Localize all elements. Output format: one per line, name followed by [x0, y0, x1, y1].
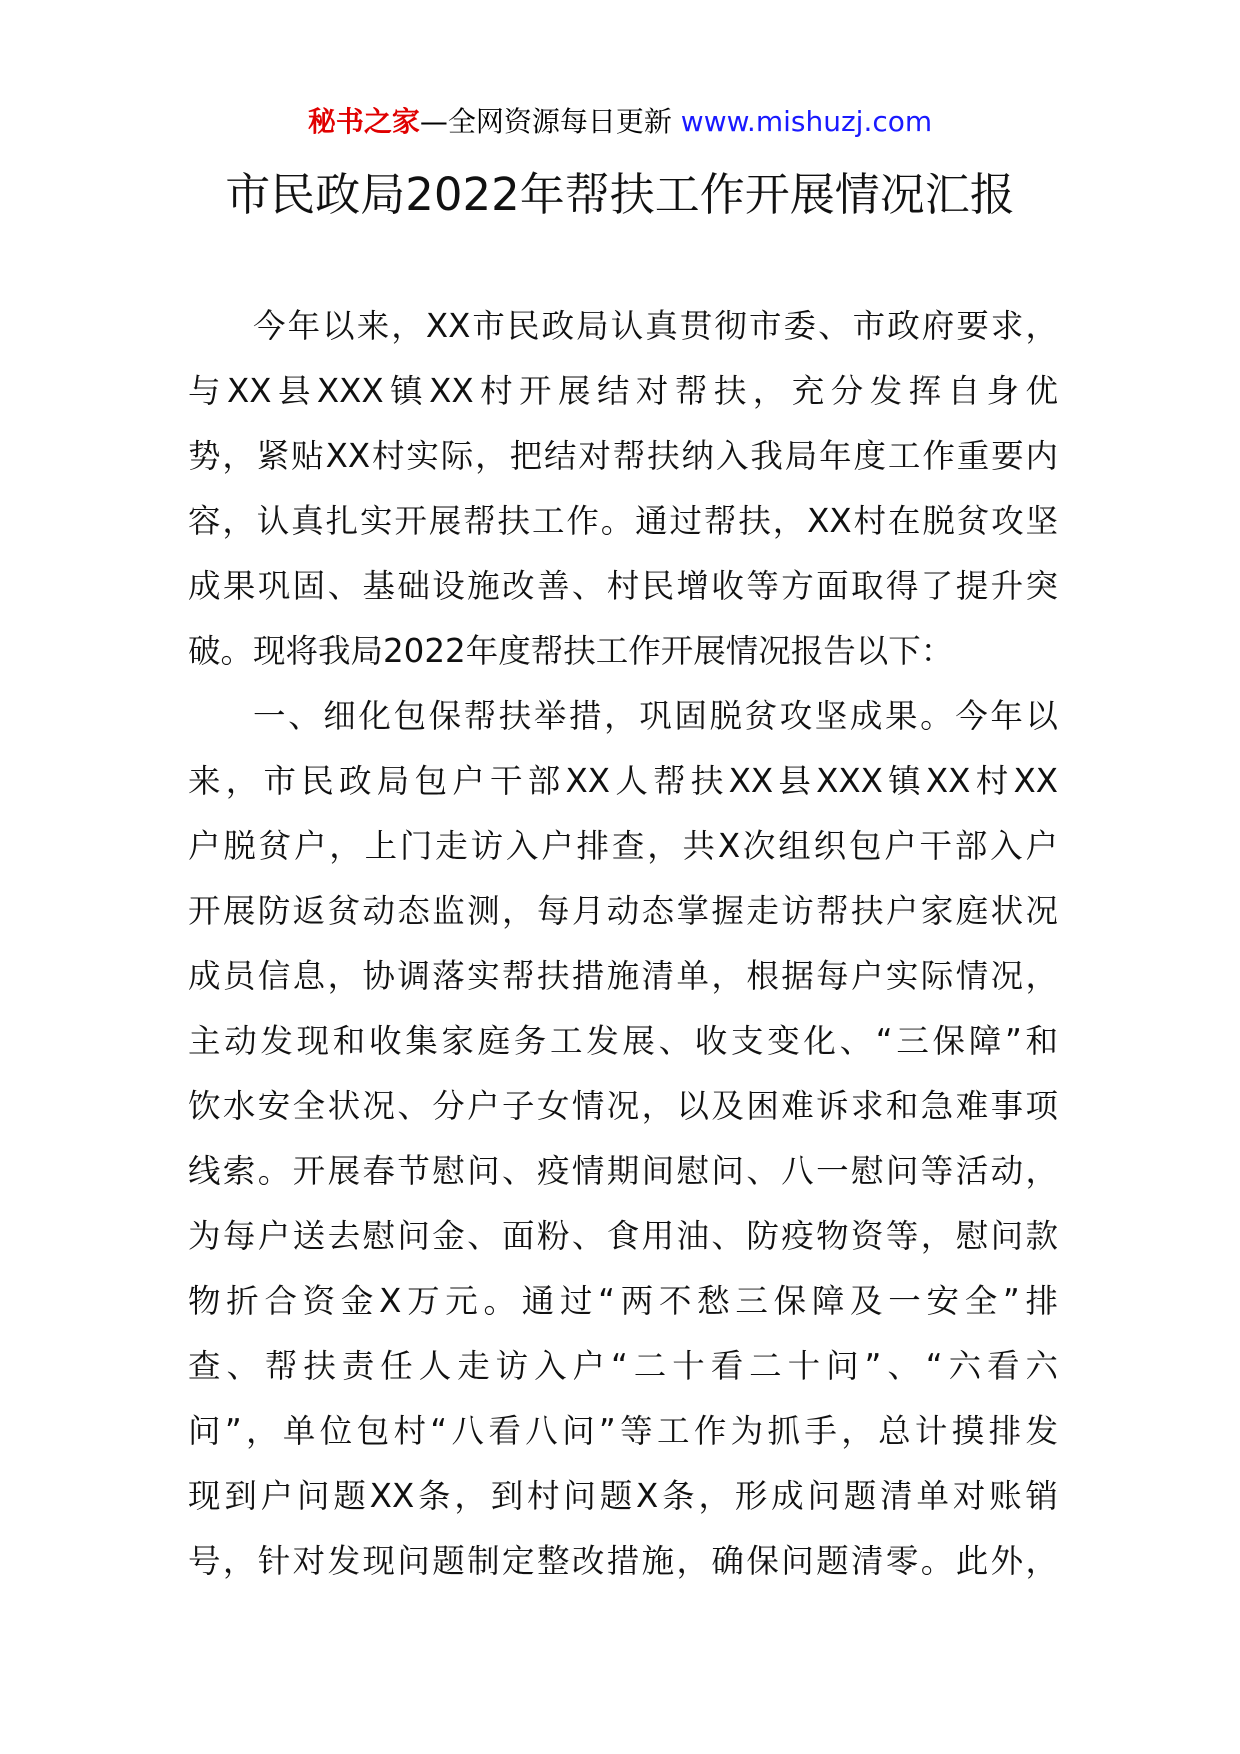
section-heading-line: 一、细化包保帮扶举措，巩固脱贫攻坚成果。今年以 — [253, 697, 1058, 735]
document-body — [188, 294, 1058, 1594]
body-line: 来，市民政局包户干部XX人帮扶XX县XXX镇XX村XX — [188, 762, 1058, 800]
banner-tagline: —全网资源每日更新 — [419, 105, 672, 138]
body-line: 为每户送去慰问金、面粉、食用油、防疫物资等，慰问款 — [188, 1217, 1058, 1255]
banner-url-link[interactable]: www.mishuzj.com — [680, 105, 933, 138]
body-line: 容，认真扎实开展帮扶工作。通过帮扶，XX村在脱贫攻坚 — [188, 502, 1058, 540]
body-line: 成员信息，协调落实帮扶措施清单，根据每户实际情况， — [188, 957, 1058, 995]
body-line: 主动发现和收集家庭务工发展、收支变化、“三保障”和 — [188, 1022, 1058, 1060]
document-title: 市民政局2022年帮扶工作开展情况汇报 — [225, 168, 1015, 221]
banner-brand: 秘书之家 — [307, 105, 420, 138]
body-line: 今年以来，XX市民政局认真贯彻市委、市政府要求， — [253, 307, 1058, 345]
site-banner — [0, 102, 1240, 142]
body-line: 与XX县XXX镇XX村开展结对帮扶，充分发挥自身优 — [188, 372, 1058, 410]
body-line: 查、帮扶责任人走访入户“二十看二十问”、“六看六 — [188, 1347, 1058, 1385]
body-line: 线索。开展春节慰问、疫情期间慰问、八一慰问等活动， — [188, 1152, 1058, 1190]
body-line: 成果巩固、基础设施改善、村民增收等方面取得了提升突 — [188, 567, 1058, 605]
body-line: 现到户问题XX条，到村问题X条，形成问题清单对账销 — [188, 1477, 1058, 1515]
body-line: 号，针对发现问题制定整改措施，确保问题清零。此外， — [188, 1542, 1058, 1580]
body-line: 饮水安全状况、分户子女情况，以及困难诉求和急难事项 — [188, 1087, 1058, 1125]
body-line: 问”，单位包村“八看八问”等工作为抓手，总计摸排发 — [188, 1412, 1058, 1450]
body-line: 破。现将我局2022年度帮扶工作开展情况报告以下： — [188, 632, 954, 670]
body-line: 势，紧贴XX村实际，把结对帮扶纳入我局年度工作重要内 — [188, 437, 1058, 475]
body-line: 开展防返贫动态监测，每月动态掌握走访帮扶户家庭状况 — [188, 892, 1058, 930]
body-line: 物折合资金X万元。通过“两不愁三保障及一安全”排 — [188, 1282, 1058, 1320]
body-line: 户脱贫户，上门走访入户排查，共X次组织包户干部入户 — [188, 827, 1058, 865]
